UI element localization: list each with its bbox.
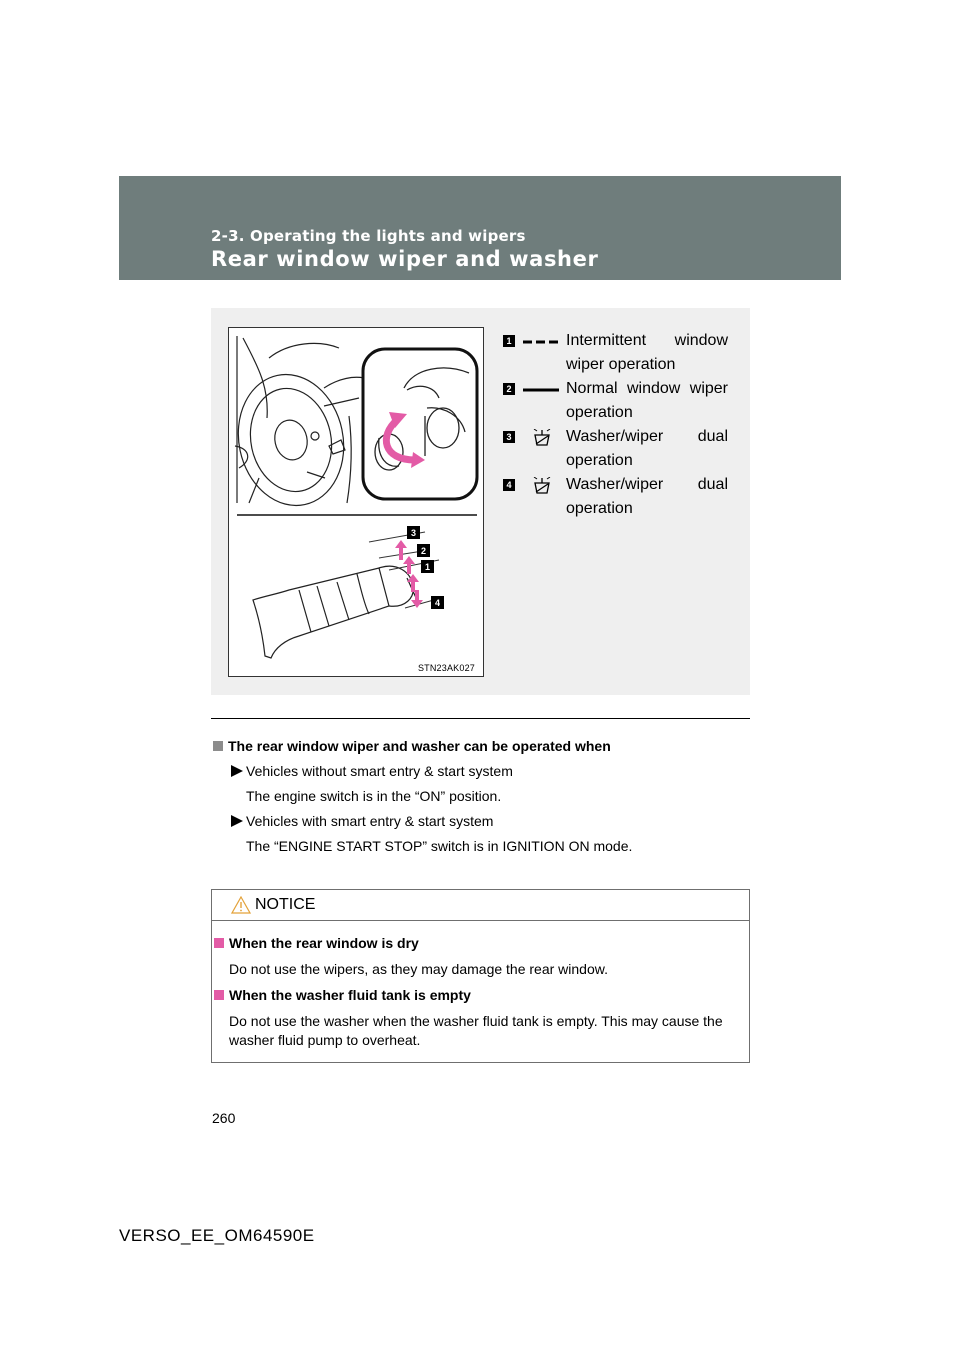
- section-label: 2-3. Operating the lights and wipers: [211, 227, 526, 245]
- page-number: 260: [212, 1110, 236, 1126]
- legend-item: [503, 377, 729, 425]
- callout-1-label: 1: [424, 562, 431, 572]
- notice-item-text: Do not use the washer when the washer fluid tank is empty. This may cause the washer fluid pump to overheat.: [229, 1013, 723, 1048]
- figure-code: STN23AK027: [417, 663, 475, 673]
- legend-number: 1: [503, 335, 515, 347]
- condition-item: [211, 761, 750, 781]
- callout-4-label: 4: [434, 598, 441, 608]
- legend-text: Washer/wiper dual operation: [566, 428, 728, 469]
- wiper-lever-illustration: [228, 327, 484, 677]
- solid-line-icon: [521, 381, 561, 399]
- notice-body: [212, 921, 749, 1050]
- dashboard-drawing: [229, 336, 364, 515]
- condition-detail: The engine switch is in the “ON” position.: [246, 788, 502, 804]
- callout-2-label: 2: [420, 546, 427, 556]
- info-heading: [211, 736, 750, 756]
- legend-number: 2: [503, 383, 515, 395]
- notice-item-text: Do not use the wipers, as they may damage the rear window.: [229, 961, 608, 977]
- square-bullet-icon: [213, 741, 223, 751]
- legend-item: [503, 425, 729, 473]
- notice-heading-text: When the washer fluid tank is empty: [229, 987, 471, 1003]
- info-heading-text: The rear window wiper and washer can be operated when: [228, 738, 611, 754]
- triangle-bullet-icon: [231, 815, 243, 827]
- triangle-bullet-icon: [231, 765, 243, 777]
- washer-icon: [521, 429, 561, 447]
- warning-triangle-icon: [231, 896, 251, 914]
- document-id: VERSO_EE_OM64590E: [119, 1226, 315, 1245]
- legend-text: Normal window wiper operation: [566, 380, 728, 421]
- section-divider: [211, 718, 750, 719]
- condition-label: Vehicles with smart entry & start system: [246, 813, 494, 829]
- square-bullet-icon: [214, 938, 224, 948]
- callout-3-label: 3: [410, 528, 417, 538]
- legend-text: Washer/wiper dual operation: [566, 476, 728, 517]
- notice-heading-text: When the rear window is dry: [229, 935, 419, 951]
- page-title: Rear window wiper and washer: [211, 247, 599, 271]
- notice-item-heading: [212, 933, 743, 953]
- zoom-inset: [363, 349, 477, 499]
- notice-box: [211, 889, 750, 1063]
- condition-item: [211, 811, 750, 831]
- washer-icon: [521, 477, 561, 495]
- condition-detail: The “ENGINE START STOP” switch is in IGNITION ON mode.: [246, 838, 633, 854]
- legend: [503, 329, 729, 521]
- legend-number: 4: [503, 479, 515, 491]
- legend-item: [503, 473, 729, 521]
- operating-conditions: [211, 736, 750, 856]
- legend-number: 3: [503, 431, 515, 443]
- notice-item-heading: [212, 985, 743, 1005]
- lever-stalk: [253, 566, 417, 658]
- lever-drawing: [229, 328, 485, 678]
- square-bullet-icon: [214, 990, 224, 1000]
- condition-label: Vehicles without smart entry & start system: [246, 763, 513, 779]
- dashed-line-icon: [521, 333, 561, 351]
- legend-text: Intermittent window wiper operation: [566, 332, 728, 373]
- chapter-header: [119, 176, 841, 280]
- legend-item: [503, 329, 729, 377]
- notice-title: NOTICE: [255, 896, 316, 913]
- notice-header: [212, 890, 749, 921]
